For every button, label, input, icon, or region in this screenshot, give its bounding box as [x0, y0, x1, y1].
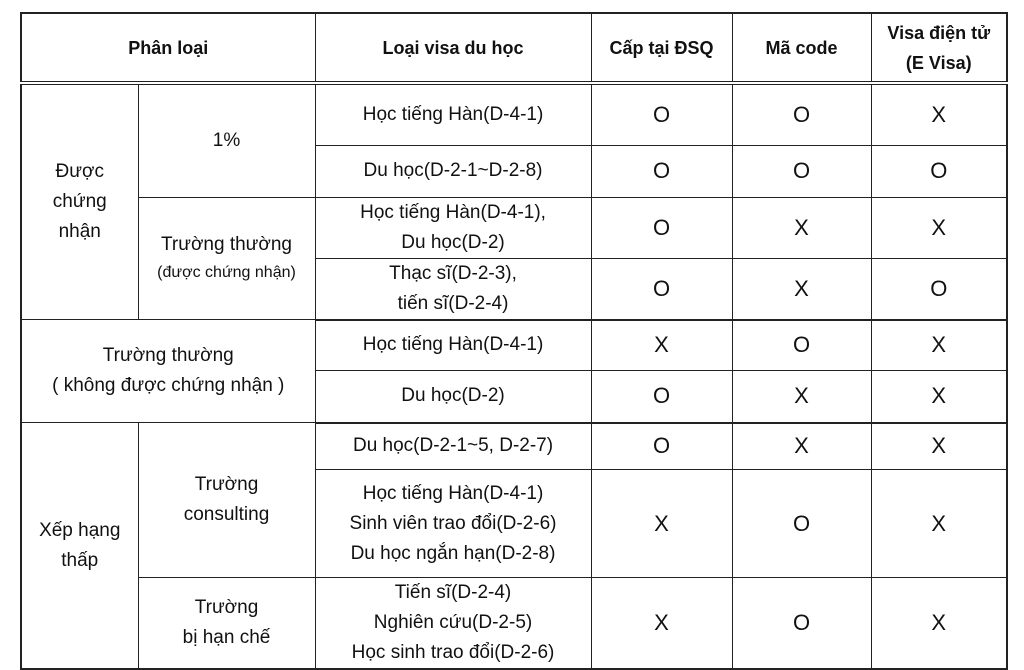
visa-type-line: Học tiếng Hàn(D-4-1): [362, 482, 544, 504]
evisa-mark: X: [871, 371, 1007, 423]
visa-type-cell: [315, 197, 591, 258]
evisa-mark: X: [871, 197, 1007, 258]
evisa-mark: O: [871, 258, 1007, 320]
code-mark: O: [732, 470, 871, 578]
group-label-line: Trường thường: [102, 345, 234, 366]
embassy-mark: O: [591, 258, 732, 320]
header-evisa-line2: (E Visa): [905, 52, 972, 73]
group-label-line: thấp: [61, 549, 99, 571]
code-mark: X: [732, 371, 871, 423]
visa-type-line: Học tiếng Hàn(D-4-1): [362, 103, 544, 125]
subgroup-restricted-label: [138, 578, 315, 670]
code-mark: X: [732, 258, 871, 320]
embassy-mark: O: [591, 145, 732, 197]
evisa-mark: X: [871, 470, 1007, 578]
visa-type-line: Du học ngắn hạn(D-2-8): [350, 542, 556, 564]
code-mark: O: [732, 578, 871, 670]
evisa-mark: X: [871, 423, 1007, 470]
header-evisa-line1: Visa điện tử: [887, 22, 991, 43]
visa-type-cell: [315, 258, 591, 320]
visa-type-line: Thạc sĩ(D-2-3),: [389, 262, 517, 284]
subgroup-label-line: consulting: [183, 504, 270, 525]
visa-type-line: Sinh viên trao đổi(D-2-6): [349, 512, 557, 534]
code-mark: O: [732, 83, 871, 145]
embassy-mark: O: [591, 83, 732, 145]
visa-type-cell: [315, 470, 591, 578]
embassy-mark: O: [591, 423, 732, 470]
header-category: Phân loại: [21, 13, 315, 83]
header-code: Mã code: [732, 13, 871, 83]
evisa-mark: O: [871, 145, 1007, 197]
group-label-line: Xếp hạng: [39, 519, 121, 541]
header-visa-type: Loại visa du học: [315, 13, 591, 83]
embassy-mark: O: [591, 197, 732, 258]
subgroup-sublabel: (được chứng nhận): [157, 264, 296, 282]
visa-type-line: Du học(D-2): [401, 231, 505, 253]
visa-type-cell: [315, 320, 591, 371]
group-label-line: chứng: [52, 191, 107, 212]
table-row: [21, 578, 1007, 670]
evisa-mark: X: [871, 320, 1007, 371]
visa-type-cell: [315, 83, 591, 145]
visa-type-line: tiến sĩ(D-2-4): [397, 292, 509, 314]
visa-type-line: Du học(D-2): [401, 385, 505, 407]
evisa-mark: X: [871, 578, 1007, 670]
group-certified: [21, 83, 1007, 320]
group-label-line: nhận: [58, 221, 101, 242]
header-embassy: Cấp tại ĐSQ: [591, 13, 732, 83]
visa-type-line: Tiến sĩ(D-2-4): [394, 582, 512, 603]
subgroup-label-line: Trường: [194, 597, 259, 618]
group-label-line: ( không được chứng nhận ): [52, 375, 285, 396]
embassy-mark: X: [591, 320, 732, 371]
embassy-mark: X: [591, 470, 732, 578]
group-uncertified: [21, 320, 1007, 423]
visa-type-line: Du học(D-2-1~D-2-8): [363, 160, 543, 181]
table-row: [21, 423, 1007, 470]
group-low-rank: [21, 423, 1007, 670]
subgroup-consulting-label: [138, 423, 315, 578]
group-label-line: Được: [55, 161, 104, 182]
visa-type-cell: [315, 145, 591, 197]
code-mark: O: [732, 320, 871, 371]
code-mark: O: [732, 145, 871, 197]
table-row: [21, 83, 1007, 145]
visa-type-line: Học tiếng Hàn(D-4-1),: [360, 201, 546, 223]
group-certified-label: [21, 83, 138, 320]
header-row: [21, 13, 1007, 83]
subgroup-label-line: Trường: [194, 474, 259, 495]
header-evisa: [871, 13, 1007, 83]
visa-type-cell: [315, 423, 591, 470]
group-uncertified-label: [21, 320, 315, 423]
visa-type-line: Học tiếng Hàn(D-4-1): [362, 334, 544, 356]
visa-type-line: Học sinh trao đổi(D-2-6): [351, 642, 555, 663]
code-mark: X: [732, 197, 871, 258]
subgroup-normal-label: [138, 197, 315, 320]
subgroup-top1-label: 1%: [138, 83, 315, 197]
table-row: [21, 320, 1007, 371]
visa-type-cell: [315, 371, 591, 423]
subgroup-label-line: Trường thường: [161, 234, 292, 256]
subgroup-label-line: bị hạn chế: [182, 627, 271, 648]
embassy-mark: X: [591, 578, 732, 670]
table-row: [21, 197, 1007, 258]
code-mark: X: [732, 423, 871, 470]
visa-type-line: Nghiên cứu(D-2-5): [373, 612, 533, 633]
evisa-mark: X: [871, 83, 1007, 145]
visa-comparison-table: [20, 12, 1008, 670]
embassy-mark: O: [591, 371, 732, 423]
group-low-rank-label: [21, 423, 138, 670]
visa-type-line: Du học(D-2-1~5, D-2-7): [352, 435, 554, 457]
visa-type-cell: [315, 578, 591, 670]
